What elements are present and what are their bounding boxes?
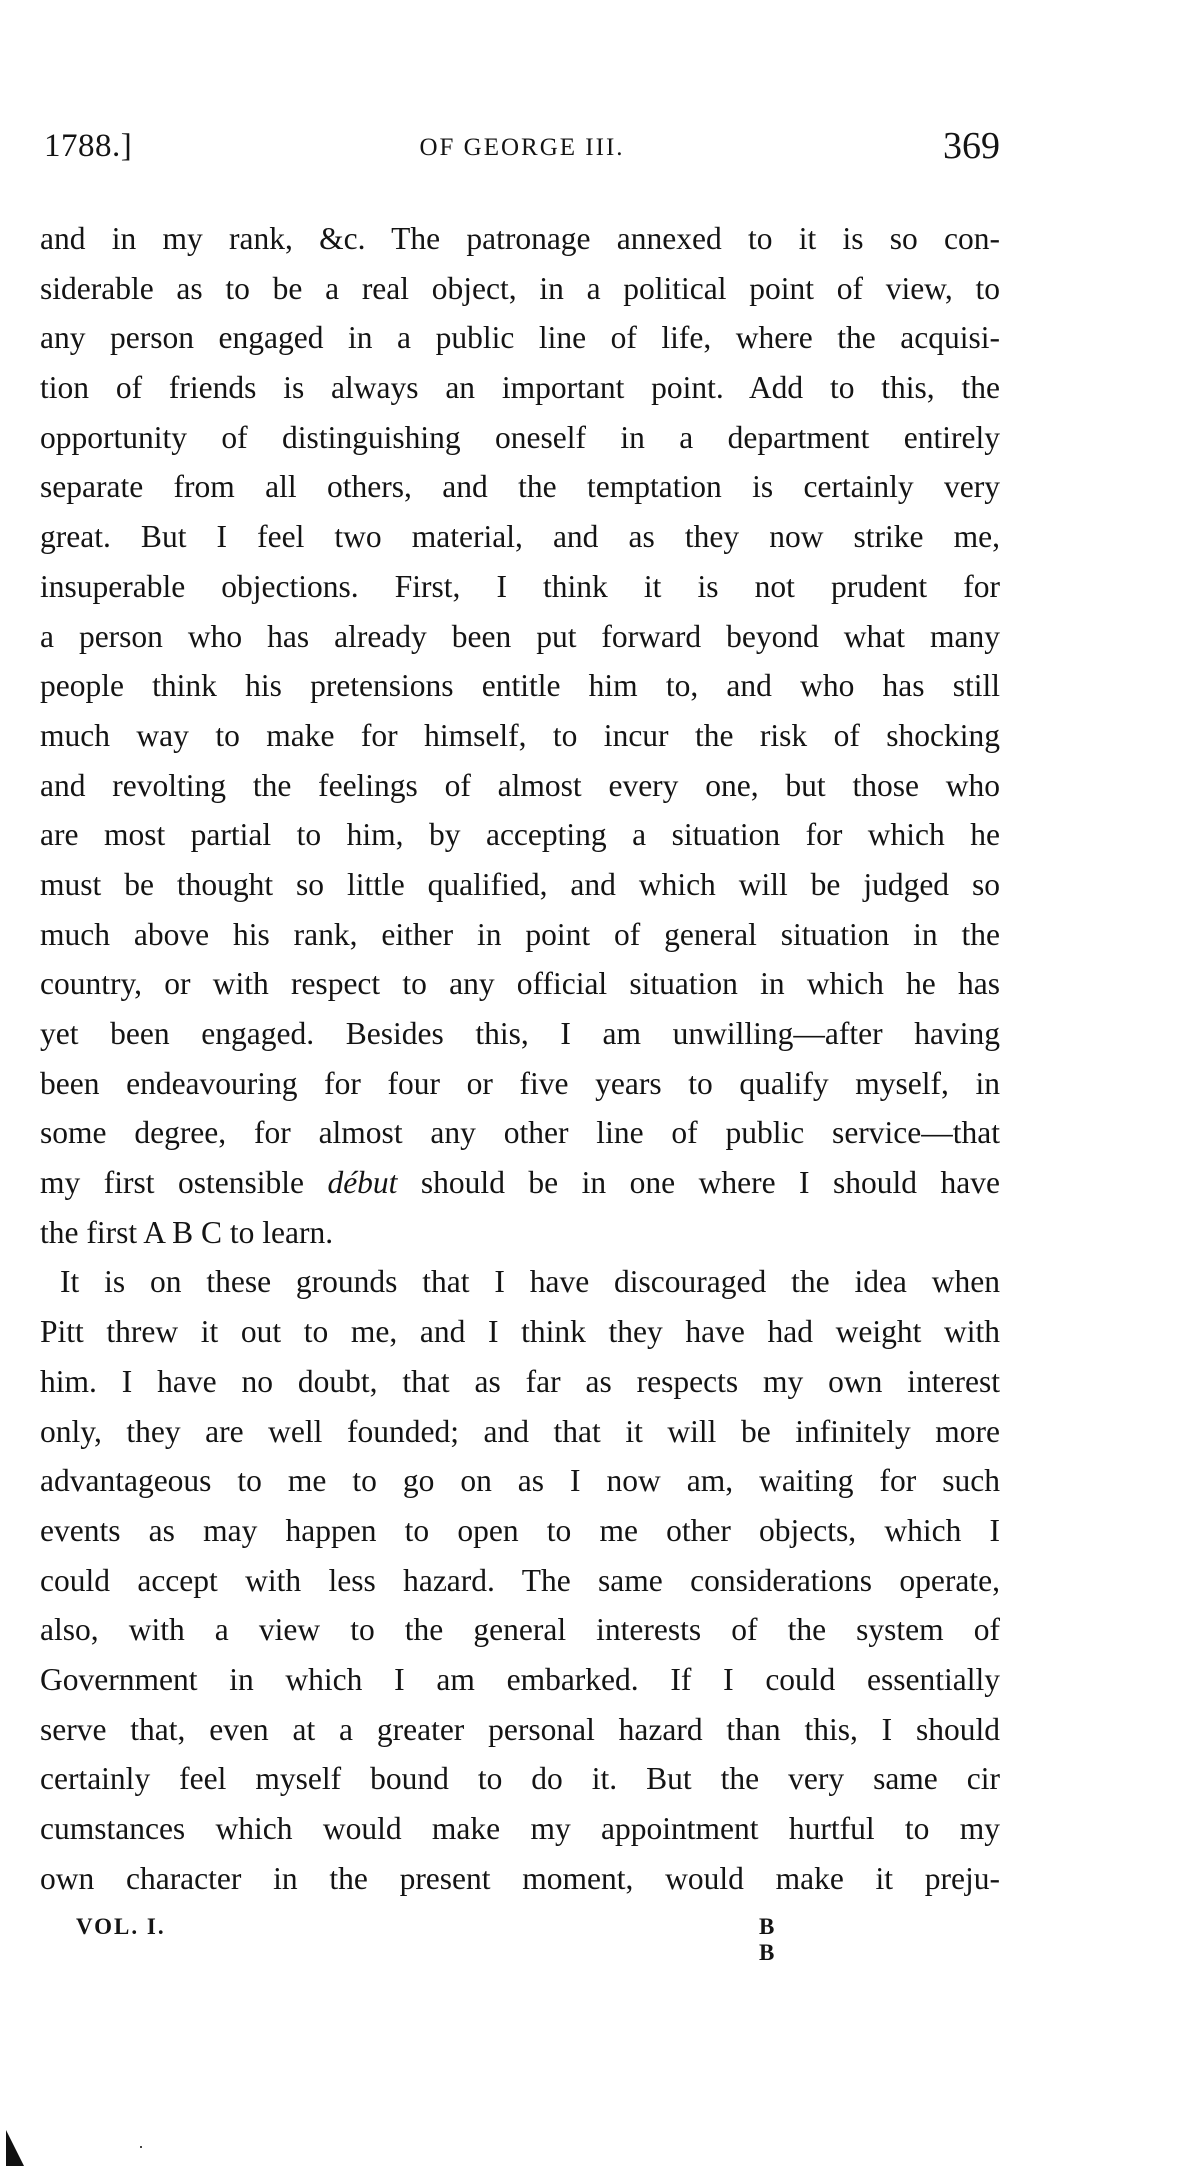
text-line: tion of friends is always an important point. Add to this, the	[40, 370, 1000, 406]
text-line: also, with a view to the general interests of the system of	[40, 1612, 1000, 1648]
scan-corner-mark	[6, 2130, 24, 2166]
text-line: serve that, even at a greater personal hazard than this, I should	[40, 1711, 1000, 1747]
text-line: opportunity of distinguishing oneself in a department entirely	[40, 419, 1000, 455]
scan-speck	[140, 2146, 142, 2148]
text-line: people think his pretensions entitle him to, and who has still	[40, 668, 1000, 704]
text-line: cumstances which would make my appointment hurtful to my	[40, 1811, 1000, 1846]
text-line: been endeavouring for four or five years to qualify myself, in	[40, 1065, 1000, 1101]
text-line-segment: should be in one where I should have	[397, 1165, 1000, 1201]
footer-volume: VOL. I.	[76, 1914, 166, 1939]
text-line: him. I have no doubt, that as far as respects my own interest	[40, 1363, 1000, 1399]
text-line: It is on these grounds that I have discouraged the idea when	[60, 1264, 1000, 1300]
header-year: 1788.]	[44, 128, 133, 164]
text-line: own character in the present moment, would make it preju-	[40, 1860, 1000, 1896]
text-line: some degree, for almost any other line of public service—that	[40, 1115, 1000, 1151]
page-number: 369	[943, 125, 1000, 167]
text-line: could accept with less hazard. The same considerations operate,	[40, 1562, 1000, 1598]
text-line: separate from all others, and the temptation is certainly very	[40, 469, 1000, 505]
page-footer	[76, 1914, 816, 1965]
text-line: any person engaged in a public line of life, where the acquisi-	[40, 320, 1000, 356]
body-text	[40, 214, 1000, 1903]
text-line: events as may happen to open to me other objects, which I	[40, 1512, 1000, 1548]
text-line: and in my rank, &c. The patronage annexed to it is so con-	[40, 221, 1000, 256]
text-line: Pitt threw it out to me, and I think they have had weight with	[40, 1314, 1000, 1350]
text-line: siderable as to be a real object, in a political point of view, to	[40, 270, 1000, 306]
text-line: much above his rank, either in point of general situation in the	[40, 916, 1000, 952]
text-line: great. But I feel two material, and as they now strike me,	[40, 519, 1000, 555]
text-line	[40, 1158, 1000, 1208]
text-line-segment: my first ostensible	[40, 1165, 328, 1201]
text-line: yet been engaged. Besides this, I am unwilling—after having	[40, 1016, 1000, 1051]
text-line: Government in which I am embarked. If I could essentially	[40, 1661, 1000, 1697]
footer-signature: B B	[759, 1914, 782, 1965]
text-line: and revolting the feelings of almost every one, but those who	[40, 767, 1000, 803]
running-head	[44, 125, 1000, 178]
text-line: a person who has already been put forward beyond what many	[40, 618, 1000, 654]
italic-word: début	[327, 1165, 398, 1201]
text-line: only, they are well founded; and that it will be infinitely more	[40, 1413, 1000, 1449]
text-line: insuperable objections. First, I think it is not prudent for	[40, 568, 1000, 604]
text-line: are most partial to him, by accepting a situation for which he	[40, 817, 1000, 853]
text-line: the first A B C to learn.	[40, 1214, 334, 1250]
text-line: certainly feel myself bound to do it. But the very same cir	[40, 1761, 1000, 1797]
text-line: much way to make for himself, to incur the risk of shocking	[40, 717, 1000, 753]
header-title: OF GEORGE III.	[419, 134, 625, 161]
text-line: advantageous to me to go on as I now am, waiting for such	[40, 1463, 1000, 1499]
text-line: country, or with respect to any official situation in which he has	[40, 966, 1000, 1002]
text-line: must be thought so little qualified, and which will be judged so	[40, 866, 1000, 902]
